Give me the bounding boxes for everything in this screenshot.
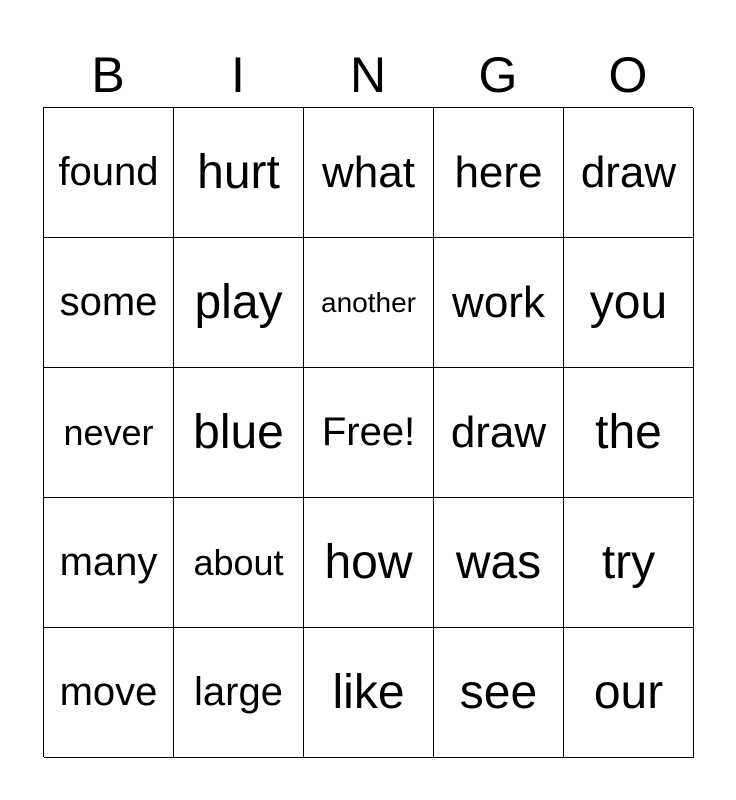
bingo-cell-r1-c5[interactable]: draw [564,108,694,238]
bingo-cell-r5-c5[interactable]: our [564,628,694,758]
header-letter-b: B [91,47,125,103]
bingo-cell-r4-c1[interactable]: many [44,498,174,628]
bingo-cell-r5-c4[interactable]: see [434,628,564,758]
bingo-cell-r5-c1[interactable]: move [44,628,174,758]
bingo-cell-r2-c4[interactable]: work [434,238,564,368]
header-letter-n: N [349,47,387,103]
bingo-cell-r4-c5[interactable]: try [564,498,694,628]
bingo-cell-r1-c4[interactable]: here [434,108,564,238]
bingo-cell-r3-c2[interactable]: blue [174,368,304,498]
header-letter-i: I [231,47,245,103]
bingo-cell-r3-c3[interactable]: Free! [304,368,434,498]
bingo-cell-r5-c3[interactable]: like [304,628,434,758]
bingo-cell-r1-c1[interactable]: found [44,108,174,238]
bingo-cell-r3-c4[interactable]: draw [434,368,564,498]
bingo-cell-r2-c5[interactable]: you [564,238,694,368]
bingo-cell-r1-c3[interactable]: what [304,108,434,238]
bingo-cell-r2-c3[interactable]: another [304,238,434,368]
bingo-cell-r3-c5[interactable]: the [564,368,694,498]
bingo-board [43,107,693,757]
header-letter-o: O [608,47,648,103]
bingo-cell-r4-c2[interactable]: about [174,498,304,628]
header-letter-g: G [478,47,518,103]
bingo-cell-r1-c2[interactable]: hurt [174,108,304,238]
bingo-cell-r2-c1[interactable]: some [44,238,174,368]
bingo-cell-r3-c1[interactable]: never [44,368,174,498]
bingo-cell-r2-c2[interactable]: play [174,238,304,368]
bingo-cell-r4-c3[interactable]: how [304,498,434,628]
bingo-cell-r4-c4[interactable]: was [434,498,564,628]
bingo-header [43,46,693,104]
bingo-cell-r5-c2[interactable]: large [174,628,304,758]
